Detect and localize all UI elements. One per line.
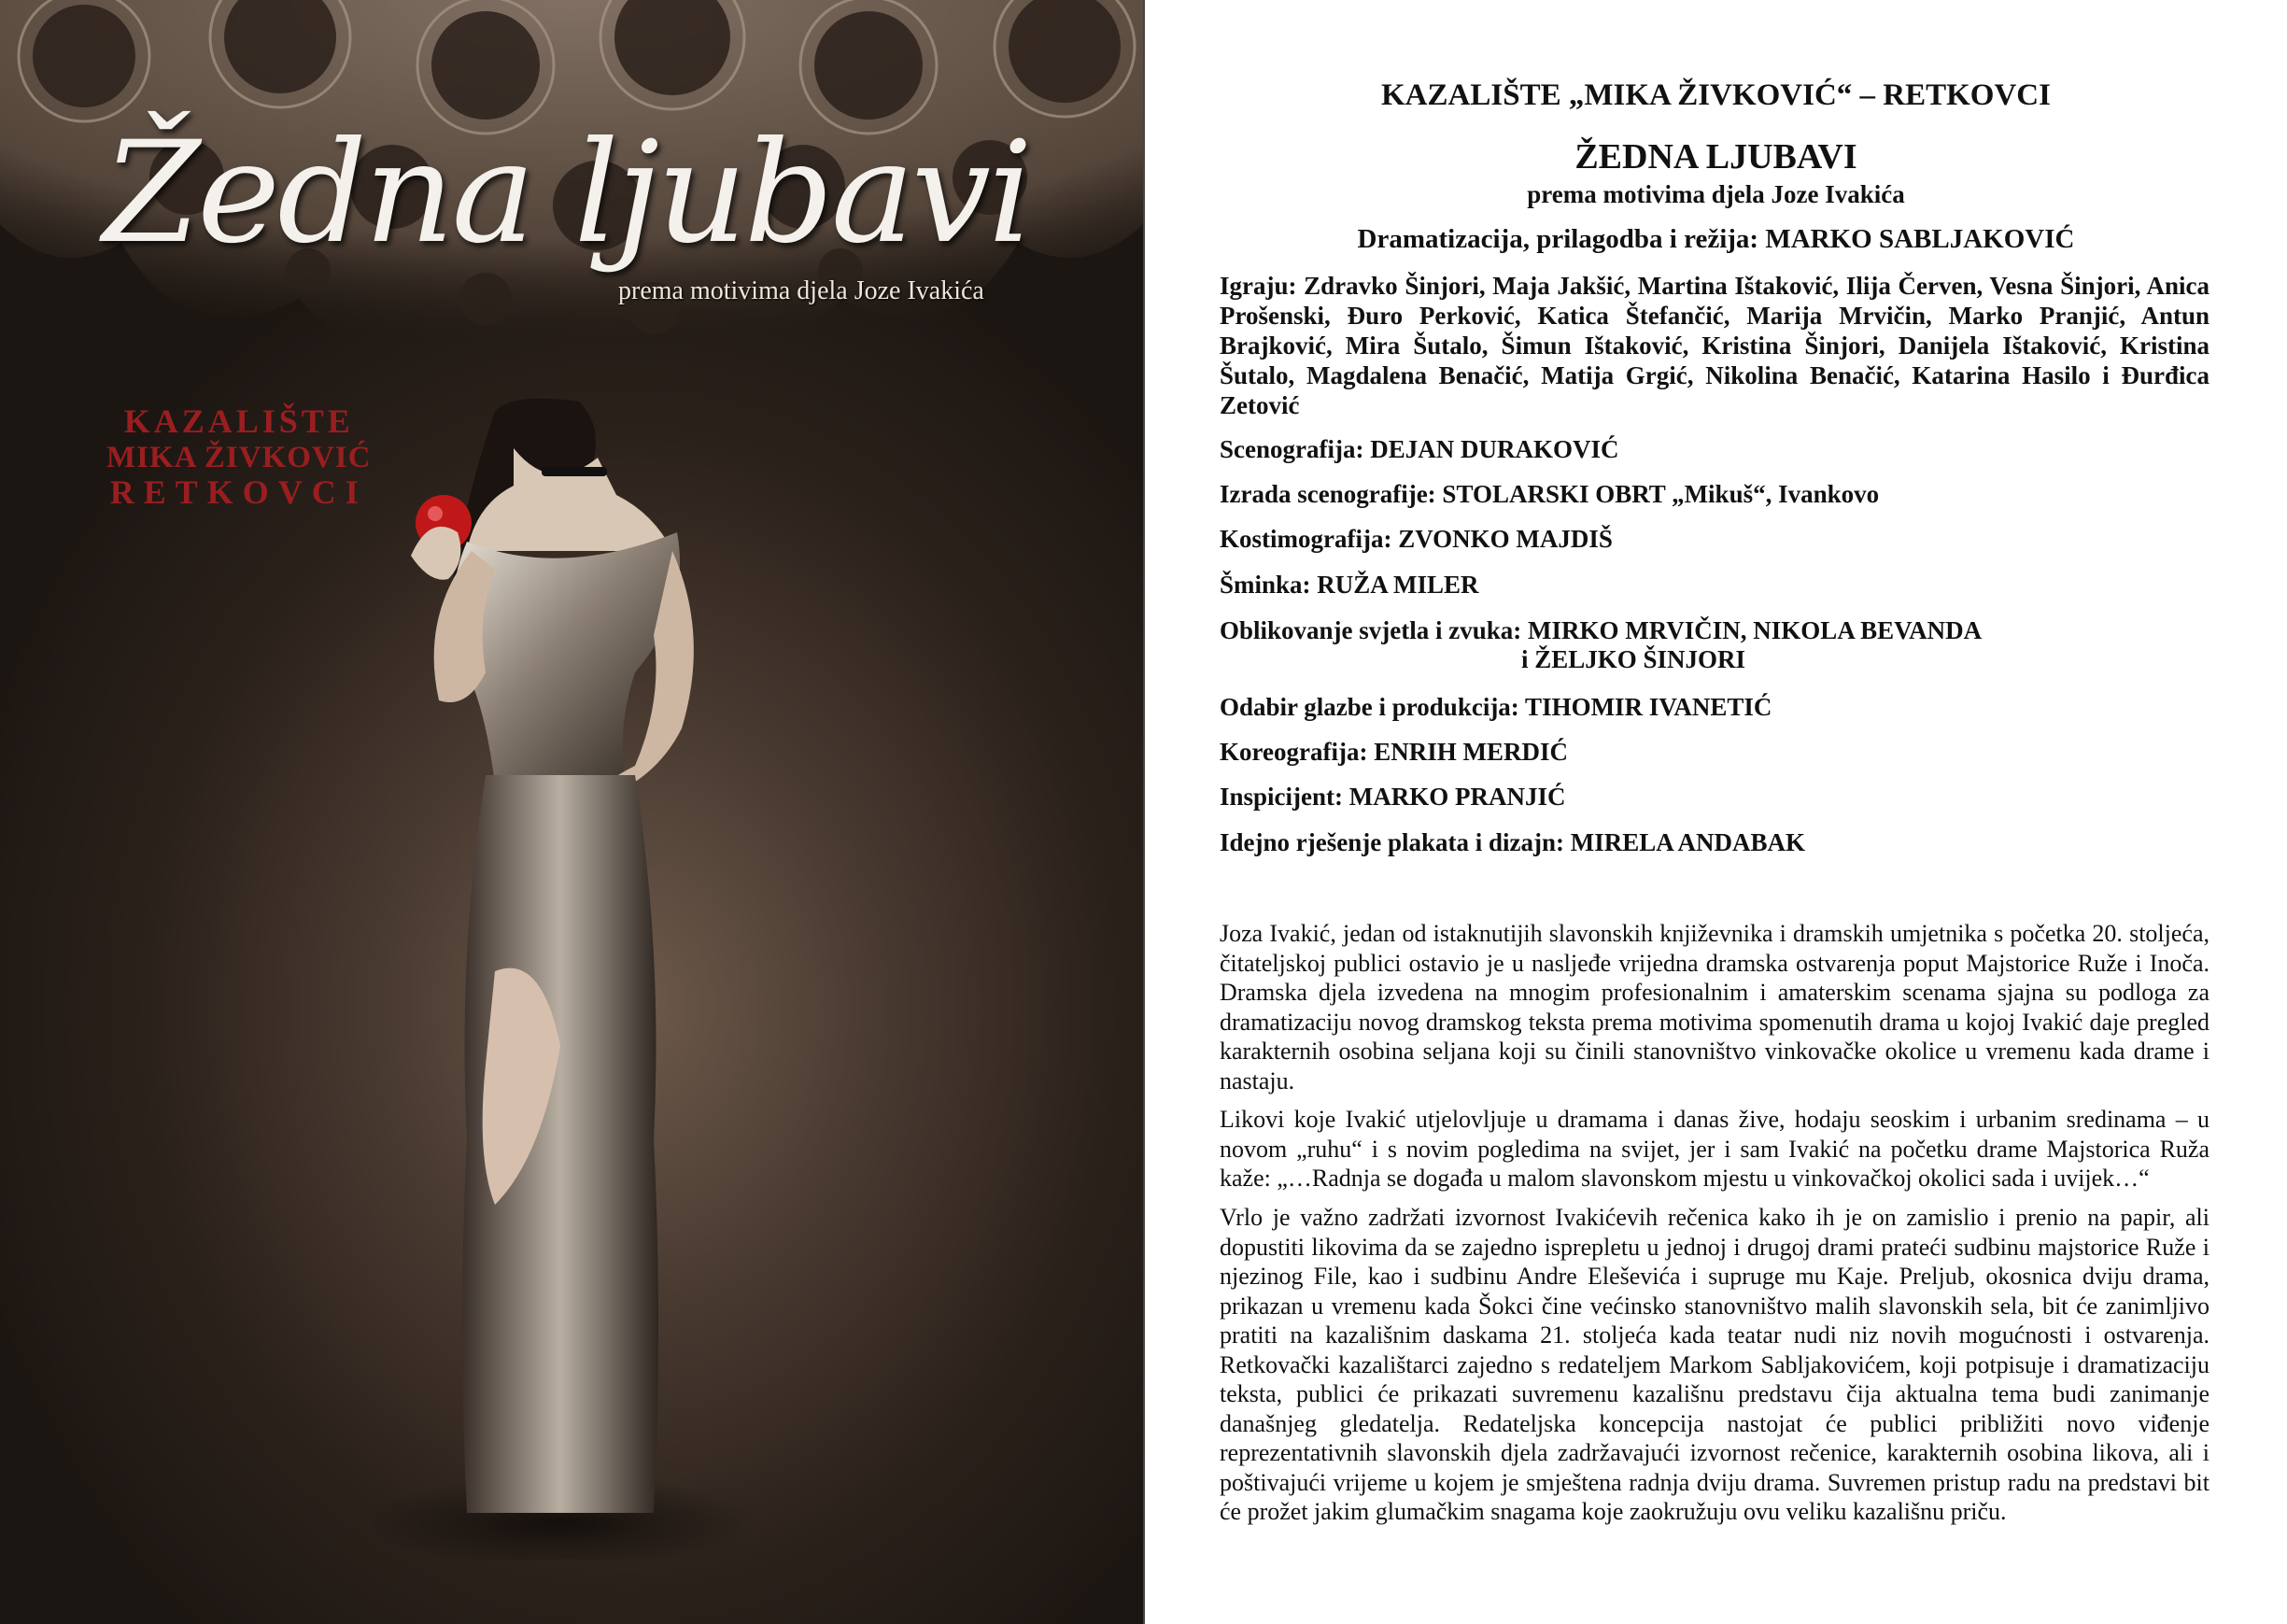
paragraph-1: Joza Ivakić, jedan od istaknutijih slavonskih književnika i dramskih umjetnika s početka 20. stoljeća, čitateljskoj publici ostavio je u nasljeđe vrijedna dramska ostvarenja poput Majstorice Ruže i Inoča. Dramska djela izvedena na mnogim profesionalnim i amaterskim scenama sjajna su podloga za dramatizaciju novog dramskog teksta prema motivima spomenutih drama u kojoj Ivakić daje pregled karakternih osobina seljana koji su činili stanovništvo vinkovačke okolice u vremenu kada drame i nastaju.	[1220, 920, 2209, 1094]
poster-title: Žedna ljubavi	[103, 112, 1030, 275]
credit-scenography: Scenografija: DEJAN DURAKOVIĆ	[1220, 435, 1619, 463]
poster-subtitle: prema motivima djela Joze Ivakića	[618, 276, 984, 305]
play-subtitle: prema motivima djela Joze Ivakića	[1527, 180, 1905, 208]
direction-credit: Dramatizacija, prilagodba i režija: MARKO SABLJAKOVIĆ	[1357, 224, 2075, 254]
paragraph-3: Vrlo je važno zadržati izvornost Ivakićevih rečenica kako ih je on zamislio i prenio na papir, ali dopustiti likovima da se zajedno isprepletu u jednoj i drugoj drami prateći sudbinu majstorice Ruže i njezinog File, kao i sudbinu Andre Eleševića i supruge mu Kaje. Preljub, okosnica dviju drama, prikazan u vremenu kada Šokci čine većinsko stanovništvo malih slavonskih sela, bit će zanimljivo pratiti na kazališnim daskama 21. stoljeća kada teatar nudi niz novih mogućnosti i ostvarenja. Retkovački kazalištarci zajedno s redateljem Markom Sabljakovićem, koji potpisuje i dramatizaciju teksta, publici će prikazati suvremenu kazališnu predstavu čija aktualna tema budi zanimanje današnjeg gledatelja. Redateljska koncepcija nastojat će publici približiti novo viđenje reprezentativnih slavonskih djela zadržavajući izvornost rečenice, karakternih osobina likova, ali i poštivajući vrijeme u kojem je smještena radnja dviju drama. Suvremen pristup radu na predstavi bit će prožet jakim glumačkim snagama koje zaokružuju ovu veliku kazališnu priču.	[1220, 1204, 2209, 1525]
credit-music: Odabir glazbe i produkcija: TIHOMIR IVANETIĆ	[1220, 693, 1772, 721]
credit-poster-design: Idejno rješenje plakata i dizajn: MIRELA ANDABAK	[1220, 828, 1806, 856]
troupe-line-1: KAZALIŠTE	[123, 402, 354, 440]
credit-set-construction: Izrada scenografije: STOLARSKI OBRT „Mikuš“, Ivankovo	[1220, 480, 1880, 508]
troupe-line-2: MIKA ŽIVKOVIĆ	[106, 440, 372, 474]
credit-stage-manager: Inspicijent: MARKO PRANJIĆ	[1220, 783, 1566, 811]
credit-costumes: Kostimografija: ZVONKO MAJDIŠ	[1220, 525, 1613, 553]
credits-page	[1145, 0, 2287, 1624]
cast-list: Igraju: Zdravko Šinjori, Maja Jakšić, Martina Ištaković, Ilija Červen, Vesna Šinjori, Anica Prošenski, Đuro Perković, Katica Štefančić, Marija Mrvičin, Marko Pranjić, Antun Brajković, Mira Šutalo, Šimun Ištaković, Kristina Šinjori, Danijela Ištaković, Kristina Šutalo, Magdalena Benačić, Matija Grgić, Nikolina Benačić, Katarina Hasilo i Đurđica Zetović	[1220, 272, 2209, 419]
theatre-heading: KAZALIŠTE „MIKA ŽIVKOVIĆ“ – RETKOVCI	[1381, 78, 2051, 112]
woman-with-apple-illustration	[355, 392, 766, 1560]
play-title: ŽEDNA LJUBAVI	[1574, 137, 1857, 177]
troupe-line-3: RETKOVCI	[109, 473, 368, 511]
troupe-logo	[106, 403, 371, 511]
paragraph-2: Likovi koje Ivakić utjelovljuje u dramama i danas žive, hodaju seoskim i urbanim sredinama – u novom „ruhu“ i s novim pogledima na svijet, jer i sam Ivakić na početku drame Majstorica Ruža kaže: „…Radnja se događa u malom slavonskom mjestu u vinkovačkoj okolici sada i uvijek…“	[1220, 1106, 2209, 1192]
credit-light-sound: Oblikovanje svjetla i zvuka: MIRKO MRVIČIN, NIKOLA BEVANDA	[1220, 616, 1983, 644]
credit-light-sound-cont: i ŽELJKO ŠINJORI	[1521, 645, 1746, 673]
credit-makeup: Šminka: RUŽA MILER	[1220, 571, 1479, 599]
credit-choreography: Koreografija: ENRIH MERDIĆ	[1220, 738, 1568, 766]
poster	[0, 0, 1143, 1624]
